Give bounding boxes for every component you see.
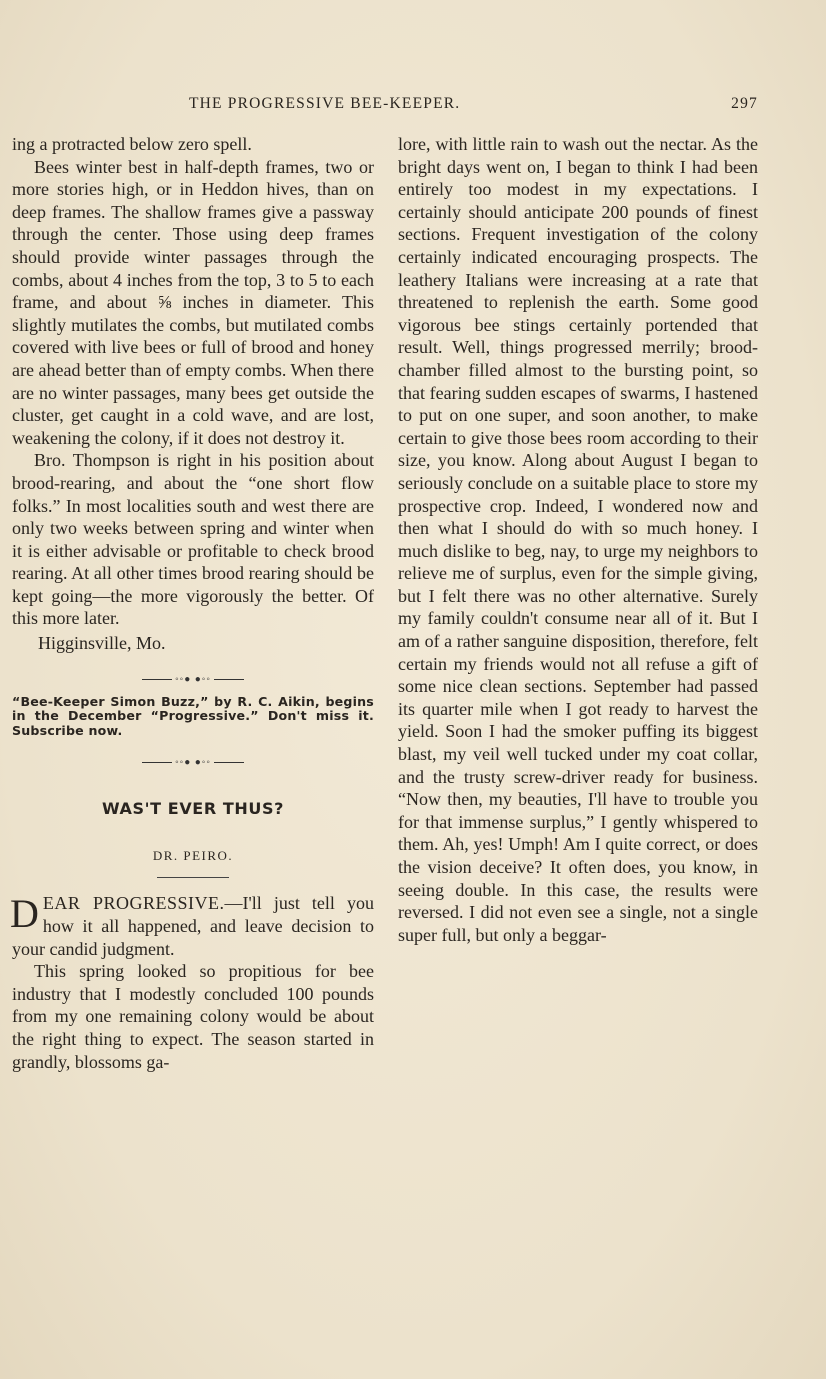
advertisement-notice: “Bee-Keeper Simon Buzz,” by R. C. Aikin, begins in the December “Progressive.” Don't miss it. Subscribe now. [12,693,374,738]
paragraph-harvest: lore, with little rain to wash out the nectar. As the bright days went on, I began to think I had been entirely too modest in my expectations. I certainly should anticipate 200 pounds of finest sections. Frequent investigation of the colony certainly indicated encouraging prospects. The leathery Italians were increasing at a rate that threatened to replenish the earth. Some good vigorous bee stings certainly portended that result. Well, things progressed merrily; brood-chamber filled almost to the bursting point, so that fearing sudden escapes of swarms, I hastened to put on one super, and soon another, to make certain to give those bees room according to their size, you know. Along about August I began to seriously conclude on a suitable place to store my prospective crop. Indeed, I wondered now and then what I should do with so much honey. I much dislike to beg, nay, to urge my neighbors to relieve me of surplus, even for the simple giving, but I felt there was no other alternative. Surely my family couldn't consume near all of it. But I am of a rather sanguine disposition, therefore, felt certain my friends would not all refuse a gift of some nice clean sections. September had passed its quarter mile when I got ready to harvest the yield. Soon I had the smoker puffing its biggest blast, my veil well tucked under my coat collar, and the trusty screw-driver ready for business. “Now then, my beauties, I'll have to trouble you for that immense surplus,” I gently whispered to them. Ah, yes! Umph! Am I quite correct, or does the vision deceive? It often does, you know, in seeing double. In this case, the results were reversed. I did not even see a single, not a single super full, but only a beggar- [398,134,758,945]
opening-paragraph [12,892,374,960]
author-byline: DR. PEIRO. [152,847,234,863]
paragraph-spring: This spring looked so propitious for bee industry that I modestly concluded 100 pounds from my one remaining colony would be about the right thing to expect. The season started in grandly, blossoms ga- [12,961,374,1072]
salutation: EAR PROGRESSIVE. [42,893,225,914]
left-column [12,133,374,1073]
article-title: WAS'T EVER THUS? [101,799,285,819]
opening-text: —I'll just tell you how it all happened, and leave decision to your candid judgment. [12,893,374,959]
paragraph-wintering: Bees winter best in half-depth frames, two or more stories high, or in Heddon hives, than on deep frames. The shallow frames give a passway through the center. Those using deep frames should provide winter passages through the combs, about 4 inches from the top, 3 to 5 to each frame, and about ⅝ inches in diameter. This slightly mutilates the combs, but mutilated combs covered with live bees or full of brood and honey are ahead better than of empty combs. When there are no winter passages, many bees get outside the cluster, get caught in a cold wave, and are lost, weakening the colony, if it does not destroy it. [12,156,375,448]
journal-title: THE PROGRESSIVE BEE-KEEPER. [189,95,461,112]
right-column [398,133,758,946]
dateline-place: Higginsville, Mo. [38,633,166,654]
page-number: 297 [731,95,758,112]
paragraph-continued: ing a protracted below zero spell. [12,134,252,154]
byline-rule [157,877,229,878]
drop-cap: D [10,891,39,937]
ornamental-divider: ◦◦● ●◦◦ [12,669,374,681]
ornamental-divider-2: ◦◦● ●◦◦ [12,752,374,764]
running-header [14,95,814,117]
paragraph-brood-rearing: Bro. Thompson is right in his position about brood-rearing, and about the “one short flow folks.” In most localities south and west there are only two weeks between spring and winter when it is either advisable or profitable to check brood rearing. At all other times brood rearing should be kept going—the more vigorously the better. Of this more later. [12,450,374,629]
